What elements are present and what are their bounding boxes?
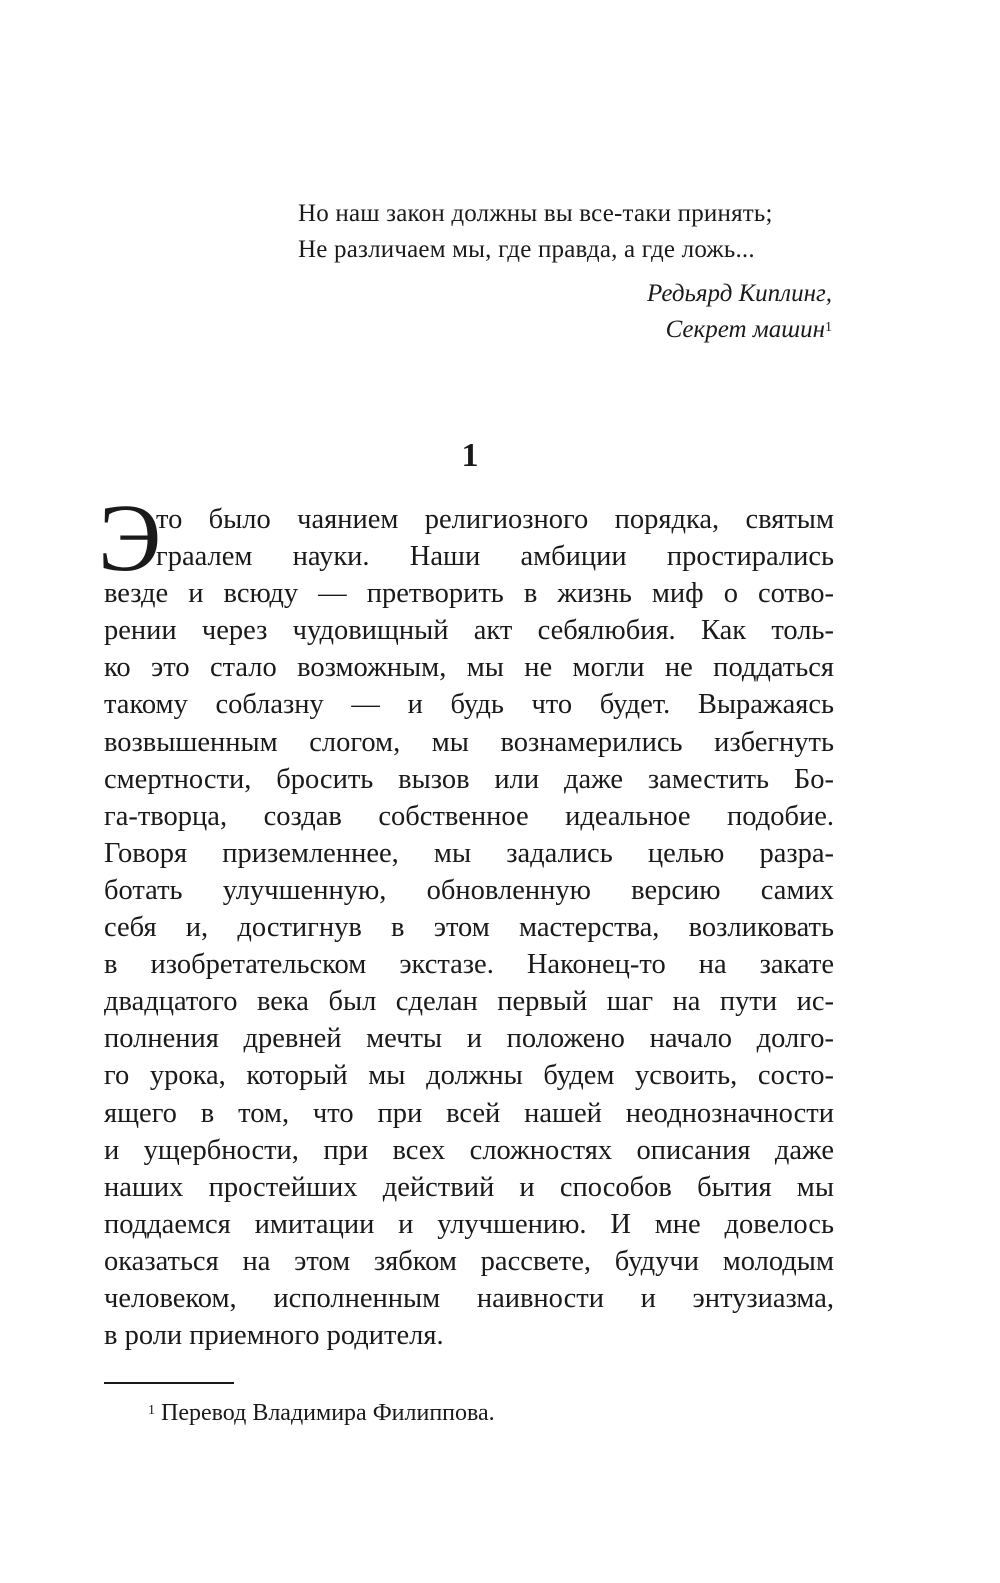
body-line: граалем науки. Наши амбиции простирались bbox=[156, 541, 834, 573]
body-line: ящего в том, что при всей нашей неоднозначности bbox=[104, 1097, 834, 1129]
epigraph-attribution bbox=[647, 276, 832, 348]
chapter-body bbox=[104, 501, 834, 1354]
epigraph-author: Редьярд Киплинг, bbox=[647, 280, 832, 307]
epigraph-line: Не различаем мы, где правда, а где ложь... bbox=[298, 236, 755, 263]
footnote-mark: 1 bbox=[148, 1403, 155, 1418]
body-line: оказаться на этом зябком рассвете, будучи молодым bbox=[104, 1245, 834, 1277]
body-line: везде и всюду — претворить в жизнь миф о сотво- bbox=[104, 578, 834, 610]
body-line: смертности, бросить вызов или даже заместить Бо- bbox=[104, 763, 834, 795]
epigraph-work: Секрет машин bbox=[665, 316, 825, 343]
body-line: возвышенным слогом, мы вознамерились избегнуть bbox=[104, 726, 834, 758]
drop-cap: Э bbox=[98, 484, 162, 591]
body-line: Говоря приземленнее, мы задались целью разра- bbox=[104, 837, 834, 869]
body-line: в изобретательском экстазе. Наконец-то на закате bbox=[104, 949, 834, 981]
footnote bbox=[148, 1397, 495, 1429]
footnote-text: Перевод Владимира Филиппова. bbox=[161, 1400, 495, 1426]
body-line: го урока, который мы должны будем усвоить, состо- bbox=[104, 1060, 834, 1092]
body-line: га-творца, создав собственное идеальное подобие. bbox=[104, 800, 834, 832]
chapter-number: 1 bbox=[461, 437, 479, 474]
epigraph bbox=[298, 196, 838, 268]
body-line: рении через чудовищный акт себялюбия. Как толь- bbox=[104, 615, 834, 647]
body-line: себя и, достигнув в этом мастерства, возликовать bbox=[104, 912, 834, 944]
body-line: ботать улучшенную, обновленную версию самих bbox=[104, 874, 834, 906]
body-line: ко это стало возможным, мы не могли не поддаться bbox=[104, 652, 834, 684]
footnote-divider bbox=[104, 1382, 234, 1384]
body-line: в роли приемного родителя. bbox=[104, 1320, 444, 1352]
footnote-reference[interactable]: 1 bbox=[825, 320, 832, 335]
body-line: такому соблазну — и будь что будет. Выражаясь bbox=[104, 689, 834, 721]
body-line: полнения древней мечты и положено начало долго- bbox=[104, 1023, 834, 1055]
epigraph-line: Но наш закон должны вы все-таки принять; bbox=[298, 200, 773, 227]
body-line: и ущербности, при всех сложностях описания даже bbox=[104, 1134, 834, 1166]
body-line: двадцатого века был сделан первый шаг на пути ис- bbox=[104, 986, 834, 1018]
body-line: наших простейших действий и способов бытия мы bbox=[104, 1171, 834, 1203]
epigraph-work-line bbox=[647, 312, 832, 348]
body-line: поддаемся имитации и улучшению. И мне довелось bbox=[104, 1208, 834, 1240]
body-line: человеком, исполненным наивности и энтузиазма, bbox=[104, 1282, 834, 1314]
body-line: то было чаянием религиозного порядка, святым bbox=[156, 504, 834, 535]
